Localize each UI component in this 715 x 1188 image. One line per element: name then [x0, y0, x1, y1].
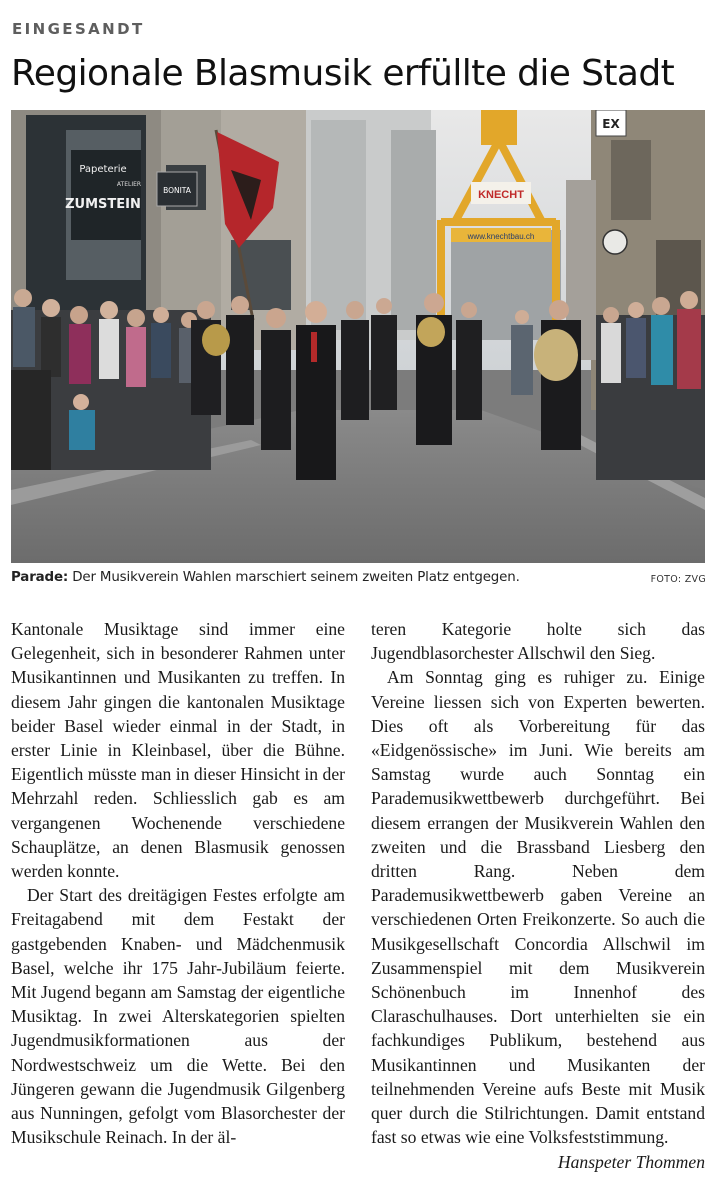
bonita-sign: BONITA: [163, 186, 191, 195]
crane-url-sign: www.knechtbau.ch: [467, 232, 535, 241]
article-headline: Regionale Blasmusik erfüllte die Stadt: [11, 53, 675, 94]
article-column-right: [371, 617, 705, 1175]
store-sign-line2: ZUMSTEIN: [65, 197, 141, 212]
paragraph: teren Kategorie holte sich das Jugendblasorchester Allschwil den Sieg.: [371, 619, 705, 664]
photo-credit: FOTO: ZVG: [650, 574, 706, 585]
caption-label: Parade:: [11, 570, 69, 585]
paragraph: Kantonale Musiktage sind immer eine Gelegenheit, sich in besonderer Rahmen unter Musikantinnen und Musikanten zu treffen. In diesem Jahr gingen die kantonalen Musiktage beider Basel wieder einmal in der Stadt, in erster Linie in Kleinbasel, über die Bühne. Eigentlich müsste man in dieser Hinsicht in der Mehrzahl reden. Schliesslich gab es am vergangenen Wochenende verschiedene Schauplätze, an denen Blasmusik genossen werden konnte.: [11, 619, 345, 882]
article-author: Hanspeter Thommen: [557, 1152, 705, 1173]
ex-sign: EX: [602, 117, 620, 131]
paragraph: Am Sonntag ging es ruhiger zu. Einige Vereine liessen sich von Experten bewerten. Dies oft als Vorbereitung für das «Eidgenössische» im Juni. Wie bereits am Samstag wurde auch Sonntag ein Parademusikwettbewerb durchgeführt. Bei diesem errangen der Musikverein Wahlen den zweiten und die Brassband Liesberg den dritten Rang. Neben dem Parademusikwettbewerb gaben Vereine an verschiedenen Orten Freikonzerte. So auch die Musikgesellschaft Concordia Allschwil im Zusammenspiel mit dem Musikverein Schönenbuch im Innenhof des Claraschulhauses. Dort unterhielten sie ein fachkundiges Publikum, bestehend aus Musikantinnen und Musikanten der teilnehmenden Vereine aufs Beste mit Musik quer durch die Stilrichtungen. Damit entstand fast so etwas wie eine Volksfeststimmung.: [371, 667, 705, 1148]
caption-text: Der Musikverein Wahlen marschiert seinem zweiten Platz entgegen.: [68, 570, 520, 585]
parade-photo: [11, 110, 705, 563]
store-sign-tag: ATELIER: [116, 181, 142, 188]
section-kicker: EINGESANDT: [12, 20, 145, 38]
article-column-left: [11, 617, 345, 1149]
paragraph: Der Start des dreitägigen Festes erfolgte am Freitagabend mit dem Festakt der gastgebenden Knaben- und Mädchenmusik Basel, welche ihr 175 Jahr-Jubiläum feierte. Mit Jugend begann am Samstag der eigentliche Musiktag. In zwei Alterskategorien spielten Jugendmusikformationen aus der Nordwestschweiz um die Wette. Bei den Jüngeren gewann die Jugendmusik Gilgenberg aus Nunningen, gefolgt vom Blasorchester der Musikschule Reinach. In der äl-: [11, 885, 345, 1148]
store-sign-line1: Papeterie: [79, 164, 127, 175]
crane-brand-sign: KNECHT: [478, 189, 524, 201]
photo-caption: [11, 570, 611, 585]
